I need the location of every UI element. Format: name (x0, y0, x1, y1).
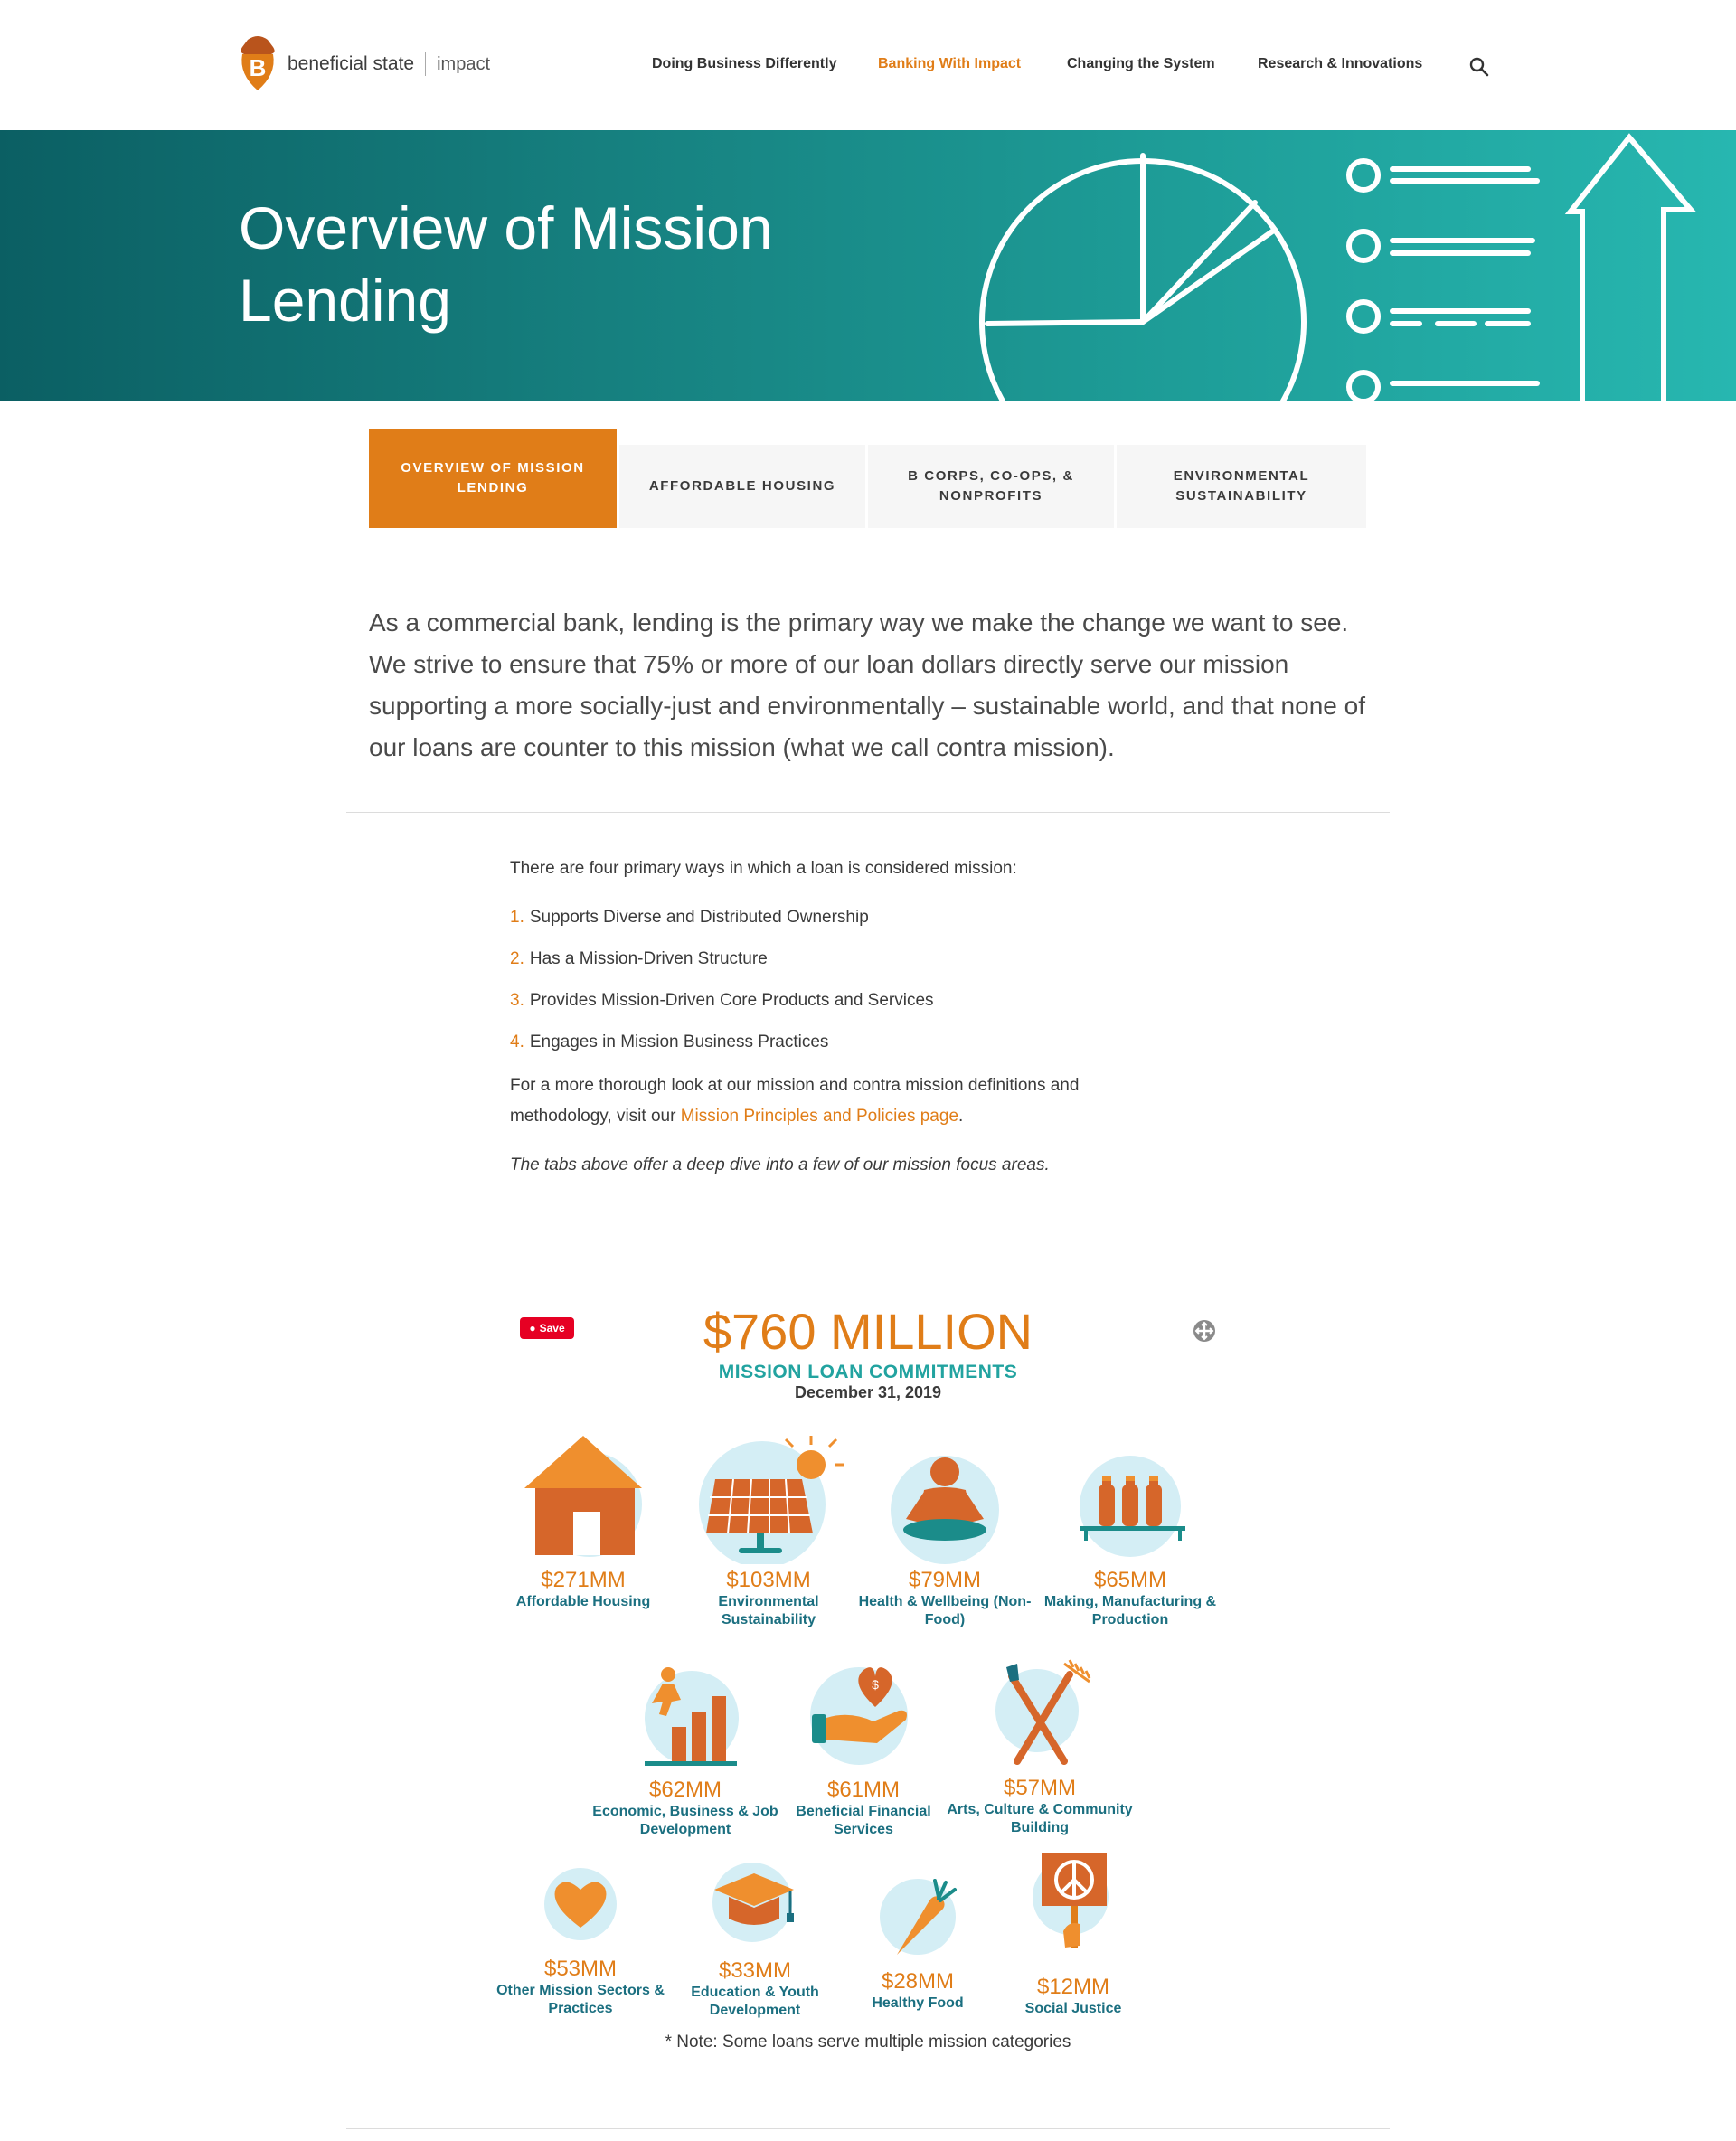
acorn-logo-icon (237, 34, 278, 94)
category-label: Healthy Food (872, 1995, 964, 2011)
intro-paragraph: As a commercial bank, lending is the primary way we make the change we want to see. We strive to ensure that 75% or more of our loan dollars directly serve our mission supporting a more socially-just and environmentally – sustainable world, and that none of our loans are counter to this mission (what we call contra mission). (369, 608, 1365, 761)
category-amount: $57MM (1003, 1776, 1077, 1800)
category-amount: $271MM (541, 1568, 626, 1592)
criteria-list (510, 904, 1161, 1056)
category-amount: $79MM (908, 1568, 982, 1592)
category-arts-culture (945, 1655, 1135, 1837)
category-amount: $12MM (1036, 1975, 1110, 1999)
mission-loan-infographic (496, 1293, 1230, 2061)
logo-text: beneficial state (288, 53, 415, 74)
brush-rake-icon (963, 1655, 1117, 1772)
category-health-wellbeing (850, 1429, 1040, 1629)
category-label: Social Justice (1024, 2001, 1122, 2016)
nav-doing-business-differently[interactable]: Doing Business Differently (652, 56, 837, 71)
category-label: Making, Manufacturing & Production (1043, 1594, 1217, 1627)
nav-banking-with-impact[interactable]: Banking With Impact (878, 56, 1022, 71)
infographic-footnote: * Note: Some loans serve multiple mission categories (665, 2033, 1071, 2051)
category-amount: $53MM (543, 1957, 618, 1981)
graduation-cap-icon (678, 1853, 832, 1955)
climbing-bars-icon (609, 1656, 762, 1774)
logo-letter: B (249, 54, 267, 81)
pinterest-save-button[interactable]: ● Save (520, 1317, 574, 1339)
category-amount: $103MM (726, 1568, 811, 1592)
category-other-mission (486, 1853, 675, 2018)
tab-affordable-housing[interactable]: AFFORDABLE HOUSING (619, 445, 865, 528)
logo-subtitle: impact (437, 53, 490, 74)
page-title: Overview of Mission Lending (239, 194, 773, 334)
category-affordable-housing (488, 1429, 678, 1611)
pie-chart-checklist-illustration-icon (967, 130, 1736, 401)
category-environmental-sustainability (674, 1429, 863, 1629)
peace-sign-icon (996, 1844, 1150, 1971)
infographic-date: December 31, 2019 (794, 1383, 942, 1401)
category-amount: $33MM (718, 1958, 792, 1983)
category-social-justice (978, 1844, 1168, 2018)
category-amount: $65MM (1093, 1568, 1167, 1592)
search-icon[interactable] (1468, 56, 1490, 78)
meditation-icon (868, 1429, 1022, 1564)
bottles-icon (1053, 1429, 1207, 1564)
hero-banner (0, 130, 1736, 401)
svg-text:$: $ (872, 1677, 879, 1692)
list-item: 3. Provides Mission-Driven Core Products and Services (510, 991, 934, 1010)
house-icon (506, 1429, 660, 1564)
mission-criteria (510, 854, 1161, 1181)
list-item: 2. Has a Mission-Driven Structure (510, 949, 768, 968)
total-amount: $760 MILLION (703, 1303, 1033, 1360)
category-beneficial-financial-services (769, 1656, 958, 1839)
list-item: 4. Engages in Mission Business Practices (510, 1033, 829, 1052)
section-divider (346, 812, 1390, 813)
infographic-subtitle: MISSION LOAN COMMITMENTS (718, 1362, 1018, 1382)
mission-principles-link[interactable]: Mission Principles and Policies page (680, 1107, 959, 1126)
category-label: Economic, Business & Job Development (592, 1804, 778, 1837)
mission-tabs (369, 429, 1366, 528)
category-label: Education & Youth Development (691, 1985, 819, 2018)
category-amount: $61MM (826, 1778, 901, 1802)
heart-icon (504, 1853, 657, 1953)
category-amount: $62MM (648, 1778, 722, 1802)
nav-research-innovations[interactable]: Research & Innovations (1258, 56, 1423, 71)
category-label: Environmental Sustainability (718, 1594, 819, 1627)
tab-b-corps-co-ops-nonprofits[interactable]: B CORPS, CO-OPS, & NONPROFITS (868, 445, 1114, 528)
pinterest-icon: ● (529, 1322, 536, 1335)
nav-changing-the-system[interactable]: Changing the System (1067, 56, 1215, 71)
section-divider (346, 2128, 1390, 2129)
site-header (0, 0, 1736, 130)
category-label: Beneficial Financial Services (796, 1804, 931, 1837)
tab-overview-of-mission-lending[interactable]: OVERVIEW OF MISSION LENDING (369, 429, 617, 528)
tab-environmental-sustainability[interactable]: ENVIRONMENTAL SUSTAINABILITY (1117, 445, 1366, 528)
category-economic-development (590, 1656, 780, 1839)
category-label: Other Mission Sectors & Practices (496, 1983, 665, 2016)
solar-panel-icon (692, 1429, 845, 1564)
hand-heart-icon (787, 1656, 940, 1774)
category-label: Affordable Housing (515, 1594, 651, 1609)
category-label: Health & Wellbeing (Non-Food) (858, 1594, 1032, 1627)
criteria-lead: There are four primary ways in which a loan is considered mission: (510, 859, 1017, 878)
category-label: Arts, Culture & Community Building (947, 1802, 1133, 1835)
more-info-text: For a more thorough look at our mission and contra mission definitions and methodology, visit our Mission Principles and Policies page. (510, 1076, 1080, 1126)
logo-divider (425, 52, 426, 76)
category-making-manufacturing (1035, 1429, 1225, 1629)
list-item: 1. Supports Diverse and Distributed Ownership (510, 908, 869, 927)
tabs-note: The tabs above offer a deep dive into a few of our mission focus areas. (510, 1155, 1050, 1174)
category-education-youth (660, 1853, 850, 2020)
category-amount: $28MM (881, 1969, 955, 1994)
brand-logo[interactable] (237, 34, 490, 94)
carrot-icon (841, 1853, 995, 1966)
